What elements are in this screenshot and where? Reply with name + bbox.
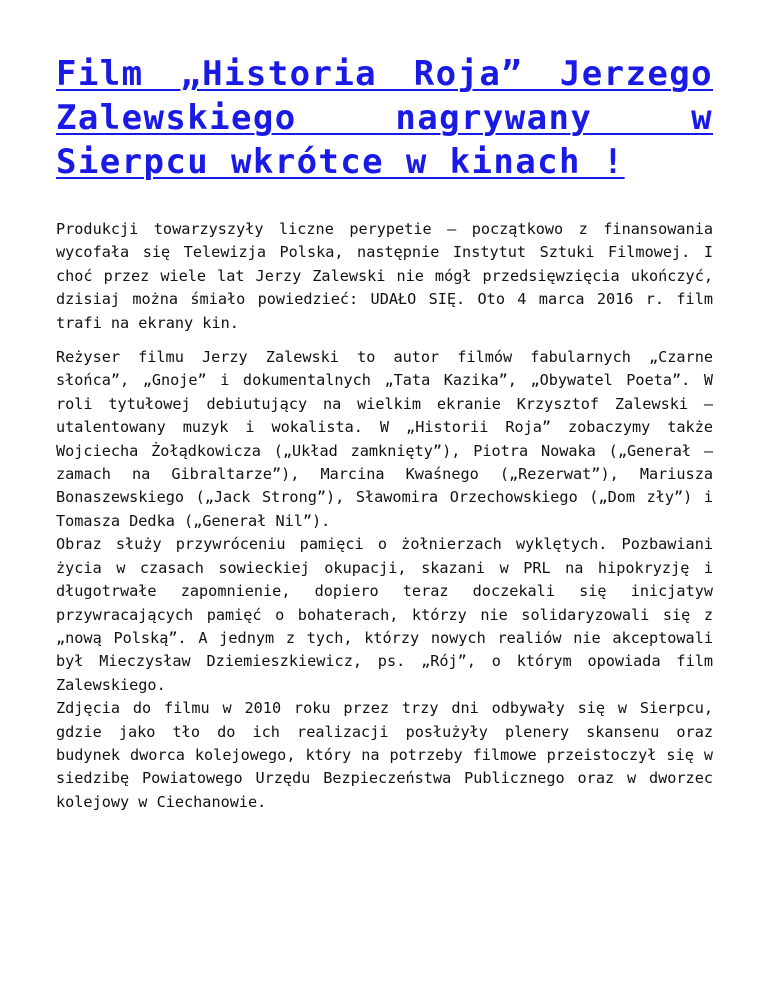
paragraph-memory: Obraz służy przywróceniu pamięci o żołnierzach wyklętych. Pozbawiani życia w czasach sowieckiej okupacji, skazani w PRL na hipokryzję i długotrwałe zapomnienie, dopiero teraz doczekali się inicjatyw przywracających pamięć o bohaterach, którzy nie solidaryzowali się z „nową Polską”. A jednym z tych, którzy nowych realiów nie akceptowali był Mieczysław Dziemieszkiewicz, ps. „Rój”, o którym opowiada film Zalewskiego.: [56, 535, 713, 694]
paragraph-filming: Zdjęcia do filmu w 2010 roku przez trzy dni odbywały się w Sierpcu, gdzie jako tło do ich realizacji posłużyły plenery skansenu oraz budynek dworca kolejowego, który na potrzeby filmowe przeistoczył się w siedzibę Powiatowego Urzędu Bezpieczeństwa Publicznego oraz w dworzec kolejowy w Ciechanowie.: [56, 699, 713, 811]
article: [56, 52, 713, 814]
paragraph-production: Produkcji towarzyszyły liczne perypetie – początkowo z finansowania wycofała się Telewizja Polska, następnie Instytut Sztuki Filmowej. I choć przez wiele lat Jerzy Zalewski nie mógł przedsięwzięcia ukończyć, dzisiaj można śmiało powiedzieć: UDAŁO SIĘ. Oto 4 marca 2016 r. film trafi na ekrany kin.: [56, 220, 713, 332]
paragraph-director: Reżyser filmu Jerzy Zalewski to autor filmów fabularnych „Czarne słońca”, „Gnoje” i dokumentalnych „Tata Kazika”, „Obywatel Poeta”. W roli tytułowej debiutujący na wielkim ekranie Krzysztof Zalewski – utalentowany muzyk i wokalista. W „Historii Roja” zobaczymy także Wojciecha Żołądkowicza („Układ zamknięty”), Piotra Nowaka („Generał – zamach na Gibraltarze”), Marcina Kwaśnego („Rezerwat”), Mariusza Bonaszewskiego („Jack Strong”), Sławomira Orzechowskiego („Dom zły”) i Tomasza Dedka („Generał Nil”).: [56, 348, 713, 530]
article-title-link[interactable]: Film „Historia Roja” Jerzego Zalewskiego nagrywany w Sierpcu wkrótce w kinach !: [56, 54, 713, 182]
article-title: [56, 52, 713, 184]
article-body: [56, 218, 713, 814]
